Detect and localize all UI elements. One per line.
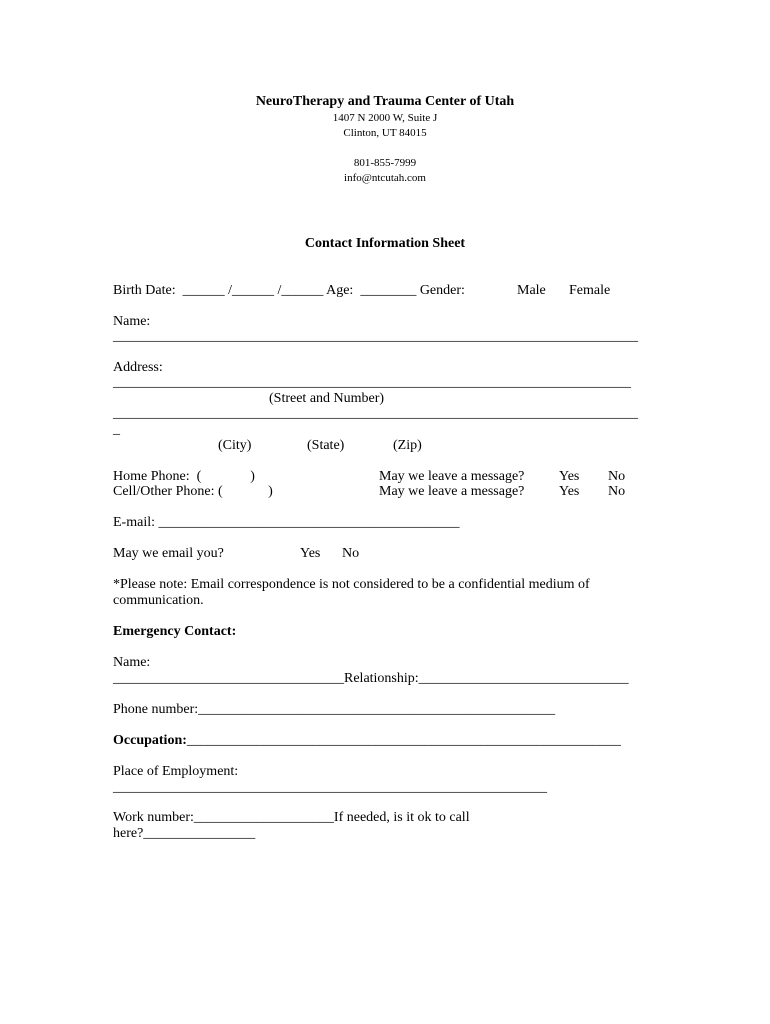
gender-female-option[interactable]: Female: [569, 283, 611, 298]
org-email: info@ntcutah.com: [344, 172, 426, 184]
email-no-option[interactable]: No: [342, 546, 360, 561]
state-caption: (State): [307, 438, 345, 453]
employment-label: Place of Employment:: [113, 764, 239, 779]
email-question: May we email you?: [113, 546, 224, 561]
home-message-question: May we leave a message?: [379, 469, 525, 484]
org-phone: 801-855-7999: [353, 157, 417, 169]
home-message-yes[interactable]: Yes: [559, 469, 580, 484]
occupation-row: [113, 733, 621, 749]
emergency-name-label: Name:: [113, 655, 151, 670]
name-field-line[interactable]: ___________________________________________________________________________: [113, 329, 638, 344]
gender-male-option[interactable]: Male: [517, 283, 546, 298]
street-caption: (Street and Number): [269, 391, 385, 406]
email-note-line1: *Please note: Email correspondence is not considered to be a confidential medium of: [113, 577, 590, 592]
occupation-label: Occupation:: [113, 733, 187, 748]
city-caption: (City): [218, 438, 252, 453]
address-street-line[interactable]: __________________________________________________________________________: [113, 375, 631, 390]
address-label: Address:: [113, 360, 163, 375]
address-line-tail: _: [113, 422, 120, 437]
employment-field-line[interactable]: ______________________________________________________________: [113, 780, 547, 795]
email-yes-option[interactable]: Yes: [300, 546, 321, 561]
emergency-phone-field[interactable]: Phone number:___________________________________________________: [113, 702, 556, 717]
work-number-field[interactable]: Work number:____________________If needed, is it ok to call: [113, 810, 470, 825]
occupation-field-line[interactable]: ______________________________________________________________: [186, 733, 621, 748]
org-name: NeuroTherapy and Trauma Center of Utah: [255, 94, 515, 109]
work-call-here-field[interactable]: here?________________: [113, 826, 256, 841]
home-message-no[interactable]: No: [608, 469, 626, 484]
org-address-line1: 1407 N 2000 W, Suite J: [332, 112, 438, 124]
email-note-line2: communication.: [113, 593, 204, 608]
name-label: Name:: [113, 314, 151, 329]
zip-caption: (Zip): [393, 438, 422, 453]
org-address-line2: Clinton, UT 84015: [343, 127, 427, 139]
cell-message-question: May we leave a message?: [379, 484, 525, 499]
address-city-line[interactable]: ___________________________________________________________________________: [113, 406, 638, 421]
email-field[interactable]: E-mail: ___________________________________________: [113, 515, 460, 530]
home-phone-field[interactable]: Home Phone: ( ): [113, 469, 255, 484]
emergency-contact-heading: Emergency Contact:: [113, 624, 237, 639]
emergency-name-relationship-field[interactable]: _________________________________Relationship:______________________________: [113, 671, 629, 686]
cell-phone-field[interactable]: Cell/Other Phone: ( ): [113, 484, 273, 499]
cell-message-no[interactable]: No: [608, 484, 626, 499]
birth-age-gender-label: Birth Date: ______ /______ /______ Age: ________ Gender:: [113, 283, 465, 298]
cell-message-yes[interactable]: Yes: [559, 484, 580, 499]
form-title: Contact Information Sheet: [304, 236, 466, 251]
